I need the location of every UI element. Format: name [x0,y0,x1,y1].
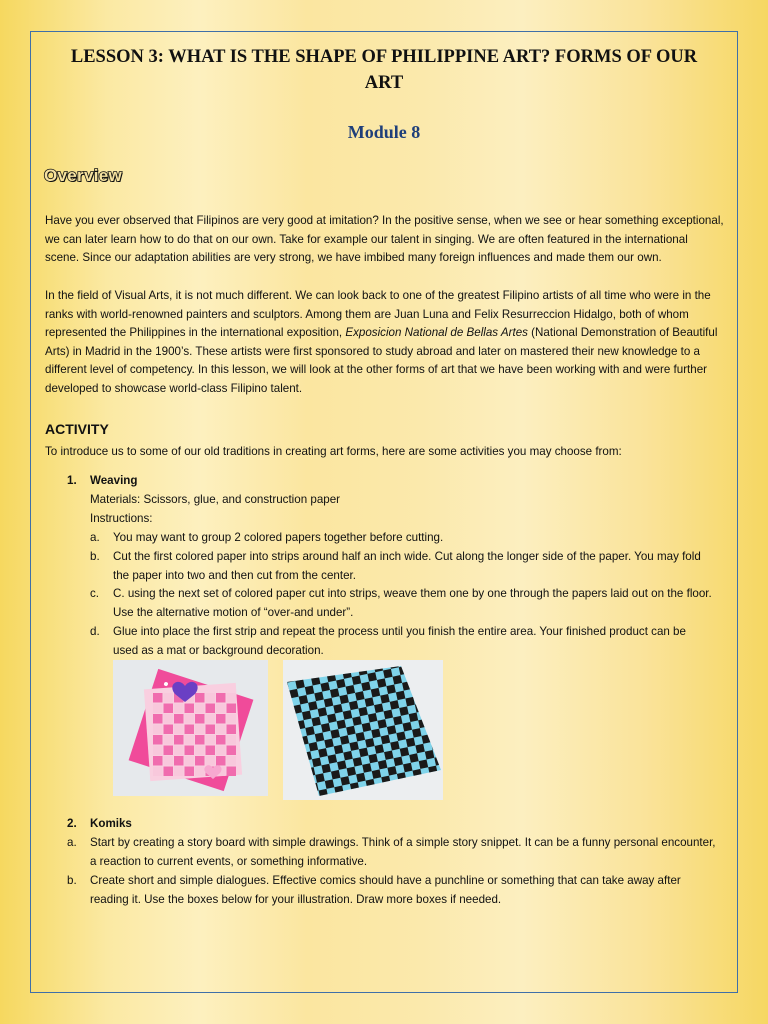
weaving-materials: Materials: Scissors, glue, and construction paper [90,493,341,506]
pink-weaving-illustration [113,660,268,796]
step-letter: b. [90,550,100,563]
step-text: Start by creating a story board with simple drawings. Think of a simple story snippet. It can be a funny personal encounter, a reaction to current events, or something informative. [90,836,716,868]
activity-heading: ACTIVITY [45,421,109,437]
blue-weaving-photo [283,660,443,800]
pink-weaving-photo [113,660,268,796]
step-text: C. using the next set of colored paper cut into strips, weave them one by one through the papers laid out on the floor. Use the alternative motion of “over-and under”. [113,587,712,619]
komiks-title: Komiks [90,817,132,830]
step-letter: b. [67,874,77,887]
step-text: Glue into place the first strip and repeat the process until you finish the entire area. Your finished product can be used as a mat or background decoration. [113,625,686,657]
overview-heading: Overview [44,166,123,185]
step-letter: c. [90,587,100,600]
step-letter: a. [90,531,100,544]
activity-intro: To introduce us to some of our old traditions in creating art forms, here are some activities you may choose from: [45,445,622,458]
weaving-instructions-label: Instructions: [90,512,153,525]
paragraph-text: (National Demonstration of Beautiful Arts) in Madrid in the 1900’s. These artists were first sponsored to study abroad and later on mastered their new knowledge to a different level of competency. In this lesson, we will look at the other forms of art that we have been working with and were further developed to showcase world-class Filipino talent. [45,326,718,395]
paragraph-text: In the field of Visual Arts, it is not much different. We can look back to one of the greatest Filipino artists of all time who were in the ranks with world-renowned painters and sculptors. Among them are Juan Luna and Felix Resurreccion Hidalgo, both of whom represented the Philippines in the international exposition, [45,289,711,340]
exposition-name: Exposicion National de Bellas Artes [345,326,528,340]
lesson-title: LESSON 3: WHAT IS THE SHAPE OF PHILIPPINE ART? FORMS OF OUR ART [70,47,698,93]
weaving-number: 1. [67,474,77,487]
overview-paragraph-2 [45,287,725,399]
step-letter: a. [67,836,77,849]
step-letter: d. [90,625,100,638]
module-title: Module 8 [347,122,421,142]
step-text: Create short and simple dialogues. Effective comics should have a punchline or something that can take away after reading it. Use the boxes below for your illustration. Draw more boxes if needed. [90,874,681,906]
overview-paragraph-1: Have you ever observed that Filipinos are very good at imitation? In the positive sense, when we see or hear something exceptional, we can later learn how to do that on our own. Take for example our talent in singing. We are often featured in the international scene. Since our adaptation abilities are very strong, we have imbibed many foreign influences and made them our own. [45,214,724,265]
blue-weaving-illustration [283,660,443,800]
weaving-title: Weaving [90,474,138,487]
step-text: You may want to group 2 colored papers together before cutting. [113,531,444,544]
step-text: Cut the first colored paper into strips around half an inch wide. Cut along the longer side of the paper. You may fold the paper into two and then cut from the center. [113,550,701,582]
komiks-number: 2. [67,817,77,830]
